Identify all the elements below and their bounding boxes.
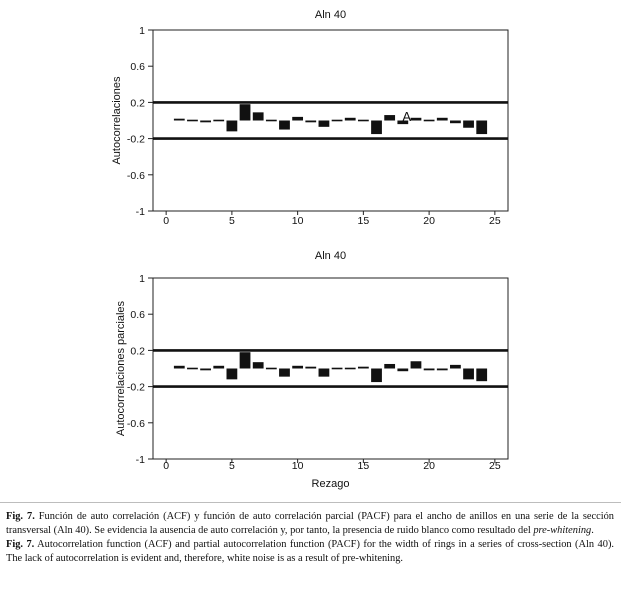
panel2-bar-lag-11	[305, 367, 316, 369]
panel1-bar-lag-5	[226, 121, 237, 132]
caption-es-end: .	[591, 525, 594, 536]
panel2-chart-title: Aln 40	[314, 250, 347, 262]
caption-english	[6, 538, 614, 566]
panel1-bar-lag-4	[213, 120, 224, 122]
panel1-x-tick-label: 10	[291, 215, 304, 227]
panel1-bar-lag-17	[384, 115, 395, 120]
panel2-x-tick-label: 0	[163, 460, 170, 472]
panel2-bar-lag-8	[266, 368, 277, 370]
panel1-y-tick-label: -0.2	[126, 133, 145, 146]
panel1-chart-title: Aln 40	[314, 9, 347, 21]
panel1-bar-lag-16	[371, 121, 382, 135]
panel2-y-axis-label: Autocorrelaciones parciales	[115, 300, 127, 437]
panel1-bar-lag-7	[253, 112, 264, 120]
panel1-bar-lag-11	[305, 121, 316, 123]
panel2-y-tick-label: 0.6	[130, 309, 145, 322]
panel1-x-tick-label: 5	[228, 215, 235, 227]
panel1-bar-lag-20	[424, 120, 435, 122]
caption-es-text: Función de auto correlación (ACF) y función de auto correlación parcial (PACF) para el ancho de anillos en una serie de la sección transversal (Aln 40). Se evidencia la ausencia de auto correlación y, por tanto, la presencia de ruido blanco como resultado del	[6, 511, 614, 536]
panel1-bar-lag-6	[240, 104, 251, 120]
panel1-bar-lag-19	[411, 118, 422, 121]
panel1-bar-lag-14	[345, 118, 356, 121]
panel2-bar-lag-18	[397, 369, 408, 372]
panel1-y-tick-label: -1	[135, 206, 145, 218]
panel2-x-tick-label: 20	[423, 460, 435, 472]
caption-divider	[0, 502, 621, 503]
panel1-bar-lag-8	[266, 120, 277, 122]
panel1-y-tick-label: 0.2	[130, 97, 145, 110]
panel2-bar-lag-13	[332, 368, 343, 370]
panel1-bar-lag-24	[476, 121, 487, 135]
figure-caption	[6, 510, 614, 566]
panel2-bar-lag-4	[213, 366, 224, 369]
panel1-annotation-label: A	[402, 109, 412, 124]
panel1-bar-lag-12	[319, 121, 330, 127]
panel2-y-tick-label: -0.6	[126, 417, 145, 430]
caption-en-text: Autocorrelation function (ACF) and partial autocorrelation function (PACF) for the width of rings in a series of cross-section (Aln 40). The lack of autocorrelation is evident and, therefore, white noise is as a result of pre-whitening.	[6, 539, 614, 564]
panel2-bar-lag-19	[411, 361, 422, 368]
caption-spanish	[6, 510, 614, 538]
panel1-x-tick-label: 0	[163, 215, 170, 227]
panel2-bar-lag-6	[240, 352, 251, 368]
panel2-y-tick-label: 1	[139, 273, 145, 285]
panel2-x-axis-label: Rezago	[311, 478, 350, 490]
panel2-bar-lag-7	[253, 362, 264, 368]
panel1-x-tick-label: 25	[489, 215, 501, 227]
panel2-bar-lag-5	[226, 369, 237, 380]
panel2-y-tick-label: -0.2	[126, 381, 145, 394]
panel1-x-tick-label: 15	[357, 215, 370, 227]
panel1-bar-lag-3	[200, 121, 211, 123]
panel2-bar-lag-21	[437, 369, 448, 371]
panel1-y-axis-label: Autocorrelaciones	[111, 76, 123, 165]
panel1-bar-lag-10	[292, 117, 303, 121]
panel2-bar-lag-1	[174, 366, 185, 369]
panel1-bar-lag-21	[437, 118, 448, 121]
panel2-y-tick-label: -1	[135, 454, 145, 466]
caption-es-label: Fig. 7.	[6, 511, 35, 522]
panel2-bar-lag-10	[292, 366, 303, 369]
panel2-bar-lag-23	[463, 369, 474, 380]
panel1-y-tick-label: 1	[139, 25, 145, 37]
panel1-bar-lag-15	[358, 120, 369, 122]
panel1-bar-lag-23	[463, 121, 474, 128]
panel2-bar-lag-9	[279, 369, 290, 377]
panel2-bar-lag-22	[450, 365, 461, 369]
panel2-bar-lag-2	[187, 368, 198, 370]
caption-en-label: Fig. 7.	[6, 539, 35, 550]
panel2-bar-lag-15	[358, 367, 369, 369]
panel1-y-tick-label: -0.6	[126, 169, 145, 182]
caption-es-italic: pre-whitening	[533, 525, 592, 536]
panel2-x-tick-label: 10	[291, 460, 304, 472]
panel2-bar-lag-3	[200, 369, 211, 371]
panel1-bar-lag-13	[332, 120, 343, 122]
panel2-y-tick-label: 0.2	[130, 345, 145, 358]
panel2-bar-lag-17	[384, 364, 395, 369]
panel2-bar-lag-14	[345, 368, 356, 370]
panel1-x-tick-label: 20	[423, 215, 435, 227]
panel2-x-tick-label: 5	[228, 460, 235, 472]
panel2-bar-lag-24	[476, 369, 487, 382]
panel1-bar-lag-1	[174, 119, 185, 121]
panel2-bar-lag-20	[424, 369, 435, 371]
panel1-bar-lag-9	[279, 121, 290, 130]
panel1-bar-lag-22	[450, 121, 461, 124]
panel1-bar-lag-2	[187, 120, 198, 122]
panel2-bar-lag-16	[371, 369, 382, 383]
panel1-y-tick-label: 0.6	[130, 61, 145, 74]
panel2-x-tick-label: 15	[357, 460, 370, 472]
panel2-x-tick-label: 25	[489, 460, 501, 472]
panel2-bar-lag-12	[319, 369, 330, 377]
